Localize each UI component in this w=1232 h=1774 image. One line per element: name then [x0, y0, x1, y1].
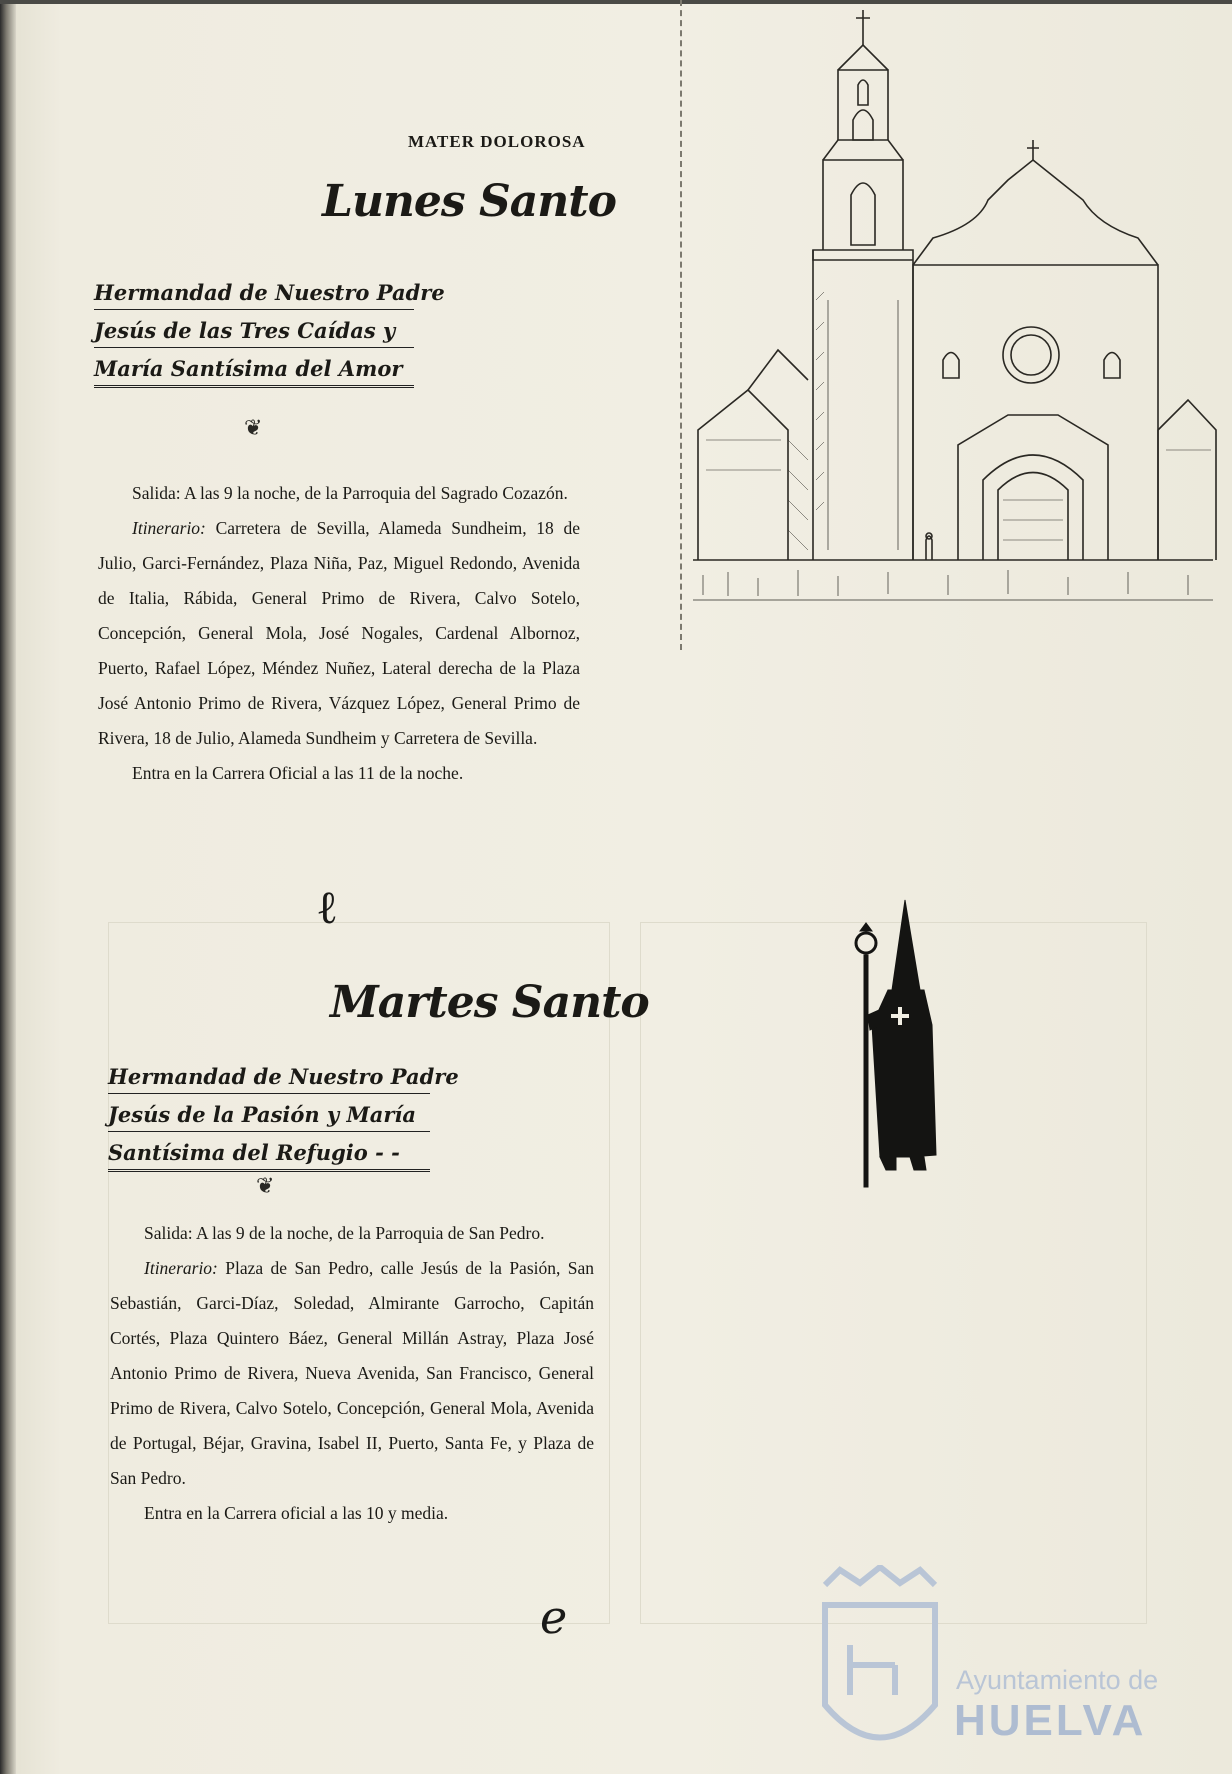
- page-binding-edge: [0, 0, 16, 1774]
- salida-text: Salida: A las 9 la noche, de la Parroquia del Sagrado Cozazón.: [132, 483, 568, 503]
- itinerario-text: Carretera de Sevilla, Alameda Sundheim, 18 de Julio, Garci-Fernández, Plaza Niña, Paz, Miguel Redondo, Avenida de Italia, Rábida, General Primo de Rivera, Calvo Sotelo, Concepción, General Mola, José Nogales, Cardenal Albornoz, Puerto, Rafael López, Méndez Nuñez, Lateral derecha de la Plaza José Antonio Primo de Rivera, Vázquez López, General Primo de Rivera, 18 de Julio, Alameda Sundheim y Carretera de Sevilla.: [98, 518, 581, 748]
- ornament-icon: ❦: [256, 1174, 275, 1199]
- column-divider: [680, 0, 682, 650]
- brotherhood-line: María Santísima del Amor: [94, 348, 414, 388]
- flourish-icon: ℯ: [540, 1590, 568, 1644]
- nazareno-icon: [840, 895, 960, 1195]
- brotherhood-line: Santísima del Refugio - -: [108, 1132, 430, 1172]
- brotherhood-line: Jesús de la Pasión y María: [108, 1094, 430, 1132]
- itinerario-paragraph: [110, 1251, 594, 1496]
- itinerario-paragraph: [98, 511, 580, 756]
- itinerario-label: Itinerario:: [144, 1258, 218, 1278]
- entrada-text: Entra en la Carrera Oficial a las 11 de la noche.: [132, 763, 464, 783]
- flourish-icon: ℓ: [316, 880, 339, 934]
- itinerario-label: Itinerario:: [132, 518, 206, 538]
- church-sketch-icon: [688, 0, 1218, 660]
- text-martes: [110, 1216, 594, 1531]
- itinerario-text: Plaza de San Pedro, calle Jesús de la Pasión, San Sebastián, Garci-Díaz, Soledad, Almirante Garrocho, Capitán Cortés, Plaza Quintero Báez, General Millán Astray, Plaza José Antonio Primo de Rivera, Nueva Avenida, San Francisco, General Primo de Rivera, Calvo Sotelo, Concepción, General Mola, Avenida de Portugal, Béjar, Gravina, Isabel II, Puerto, Santa Fe, y Plaza de San Pedro.: [110, 1258, 594, 1488]
- day-title-martes: Martes Santo: [330, 977, 649, 1028]
- watermark-line1: Ayuntamiento de: [956, 1665, 1159, 1695]
- ornament-icon: ❦: [244, 416, 263, 441]
- watermark-line2: HUELVA: [954, 1696, 1147, 1745]
- salida-text: Salida: A las 9 de la noche, de la Parroquia de San Pedro.: [144, 1223, 545, 1243]
- brotherhood-line: Hermandad de Nuestro Padre: [108, 1056, 430, 1094]
- brotherhood-line: Jesús de las Tres Caídas y: [94, 310, 414, 348]
- day-title-lunes: Lunes Santo: [322, 176, 616, 227]
- brotherhood-line: Hermandad de Nuestro Padre: [94, 272, 414, 310]
- brotherhood-name-lunes: [94, 272, 445, 388]
- page-header: MATER DOLOROSA: [408, 132, 586, 151]
- entrada-text: Entra en la Carrera oficial a las 10 y media.: [144, 1503, 449, 1523]
- brotherhood-name-martes: [108, 1056, 459, 1172]
- text-lunes: [98, 476, 580, 791]
